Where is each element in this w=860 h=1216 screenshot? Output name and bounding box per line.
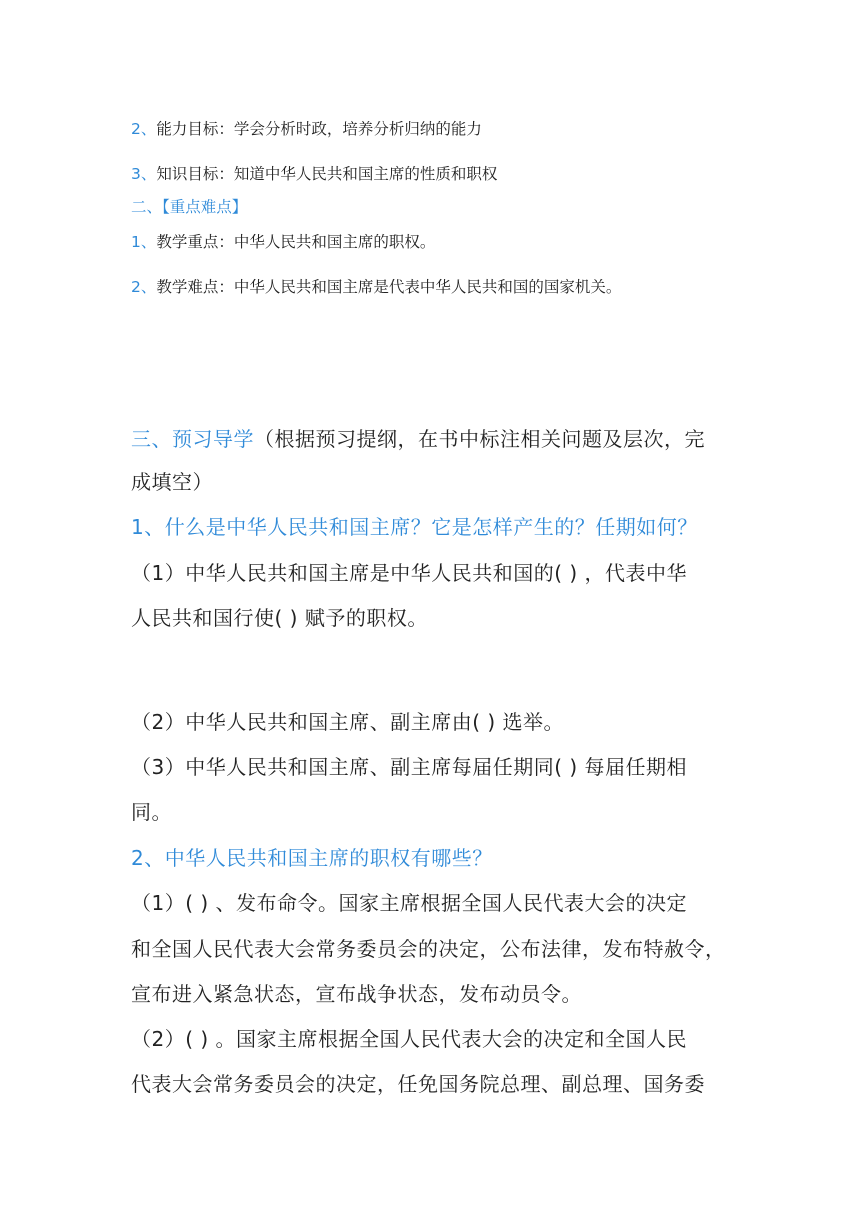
item-text: 教学重点：中华人民共和国主席的职权。 (156, 233, 436, 251)
q1-answer-3-line-1: （3）中华人民共和国主席、副主席每届任期同( ) 每届任期相 (131, 755, 688, 779)
q2-answer-2-line-1: （2）( ) 。国家主席根据全国人民代表大会的决定和全国人民 (131, 1027, 688, 1051)
q2-answer-1-line-2: 和全国人民代表大会常务委员会的决定，公布法律，发布特赦令， (131, 937, 726, 961)
q1-answer-3-line-2: 同。 (131, 800, 172, 824)
section-heading-preview (131, 423, 705, 452)
item-number: 2、 (131, 120, 157, 138)
item-text: 知识目标：知道中华人民共和国主席的性质和职权 (156, 165, 498, 183)
q1-answer-1-line-2: 人民共和国行使( ) 赋予的职权。 (131, 606, 428, 630)
q2-answer-1-line-3: 宣布进入紧急状态，宣布战争状态，发布动员令。 (131, 982, 582, 1006)
item-number: 1、 (131, 233, 157, 251)
item-text: 能力目标：学会分析时政，培养分析归纳的能力 (156, 120, 482, 138)
q1-answer-2: （2）中华人民共和国主席、副主席由( ) 选举。 (131, 710, 565, 734)
objective-item-3 (131, 162, 497, 184)
item-text: 教学难点：中华人民共和国主席是代表中华人民共和国的国家机关。 (156, 278, 622, 296)
preview-heading: 三、预习导学 (131, 427, 254, 451)
item-number: 2、 (131, 278, 157, 296)
objective-item-2 (131, 117, 482, 139)
key-point-item-2 (131, 275, 621, 297)
question-2-title: 2、中华人民共和国主席的职权有哪些？ (131, 846, 493, 870)
question-1-title: 1、什么是中华人民共和国主席？它是怎样产生的？任期如何？ (131, 515, 698, 539)
preview-intro-continued: 成填空） (131, 470, 213, 494)
item-number: 3、 (131, 165, 157, 183)
q1-answer-1-line-1: （1）中华人民共和国主席是中华人民共和国的( ) ，代表中华 (131, 561, 688, 585)
q2-answer-2-line-2: 代表大会常务委员会的决定，任免国务院总理、副总理、国务委 (131, 1072, 705, 1096)
preview-intro: （根据预习提纲，在书中标注相关问题及层次，完 (254, 427, 705, 451)
q2-answer-1-line-1: （1）( ) 、发布命令。国家主席根据全国人民代表大会的决定 (131, 891, 688, 915)
key-point-item-1 (131, 230, 435, 252)
section-heading-key-points: 二、【重点难点】 (131, 198, 248, 216)
